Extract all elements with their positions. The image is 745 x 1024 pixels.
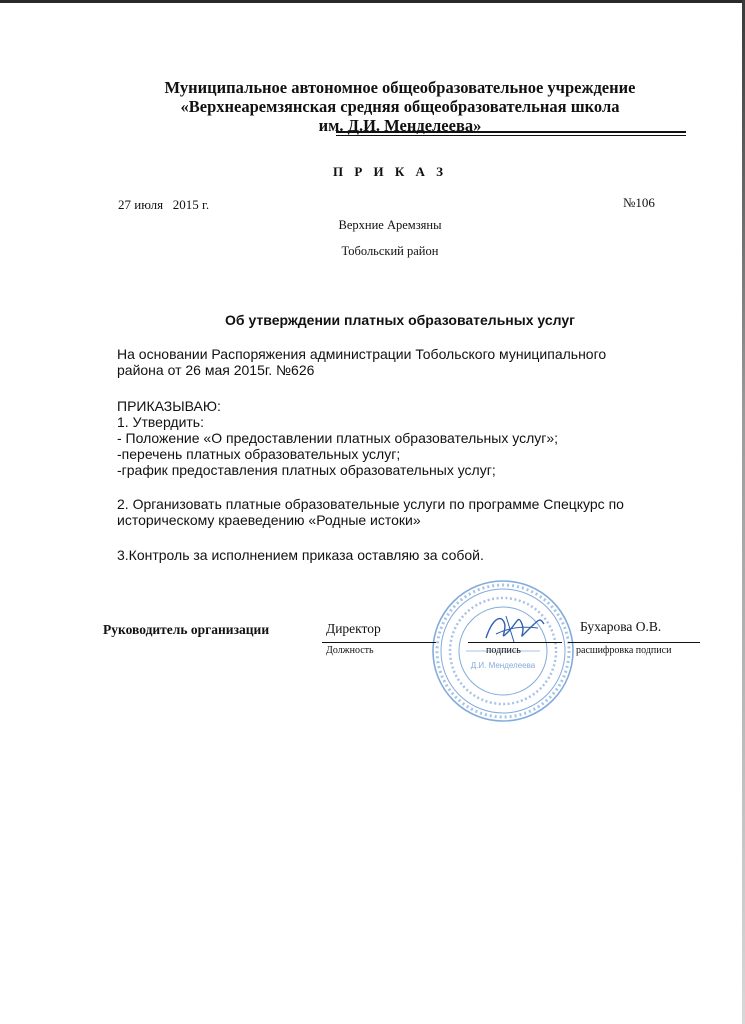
order-word: ПРИКАЗЫВАЮ: (117, 398, 221, 414)
document-number: №106 (623, 195, 655, 210)
item-3-paragraph (117, 547, 677, 563)
place-line-1: Верхние Аремзяны (338, 218, 442, 232)
item-1-c: -график предоставления платных образовательных услуг; (117, 462, 496, 478)
header-rule-thick (336, 131, 686, 133)
signature-line-position (322, 642, 436, 643)
caption-name: расшифровка подписи (576, 645, 672, 656)
item-2-paragraph (117, 496, 677, 528)
signature-line-name (568, 642, 700, 643)
document-date: 27 июля 2015 г. (118, 197, 210, 212)
caption-position: Должность (326, 645, 374, 656)
item-2-line-2: историческому краеведению «Родные истоки» (117, 512, 421, 528)
signature-line-signature (468, 642, 562, 643)
item-2-line-1: 2. Организовать платные образовательные услуги по программе Спецкурс по (117, 496, 624, 512)
basis-line-2: района от 26 мая 2015г. №626 (117, 362, 315, 378)
scan-edge-top (0, 0, 745, 3)
document-type: П Р И К А З (332, 164, 448, 179)
order-block (117, 398, 677, 478)
organization-header (120, 78, 680, 135)
org-header-line-3: им. Д.И. Менделеева» (318, 116, 482, 135)
signature-position: Директор (326, 621, 381, 636)
stamp-text: Д.И. Менделеева (470, 661, 536, 670)
item-1-title: 1. Утвердить: (117, 414, 204, 430)
org-header-line-2: «Верхнеаремзянская средняя общеобразовательная школа (180, 97, 620, 116)
document-subject: Об утверждении платных образовательных услуг (225, 312, 575, 328)
org-header-line-1: Муниципальное автономное общеобразовательное учреждение (164, 78, 636, 97)
signature-name: Бухарова О.В. (580, 619, 662, 634)
header-rule-thin (336, 135, 686, 136)
basis-paragraph (117, 346, 677, 378)
caption-signature: подпись (486, 645, 521, 656)
place-line-2: Тобольский район (341, 244, 439, 258)
signature-role: Руководитель организации (103, 622, 270, 637)
item-3-line: 3.Контроль за исполнением приказа оставляю за собой. (117, 547, 484, 563)
item-1-a: - Положение «О предоставлении платных образовательных услуг»; (117, 430, 559, 446)
item-1-b: -перечень платных образовательных услуг; (117, 446, 401, 462)
basis-line-1: На основании Распоряжения администрации Тобольского муниципального (117, 346, 607, 362)
